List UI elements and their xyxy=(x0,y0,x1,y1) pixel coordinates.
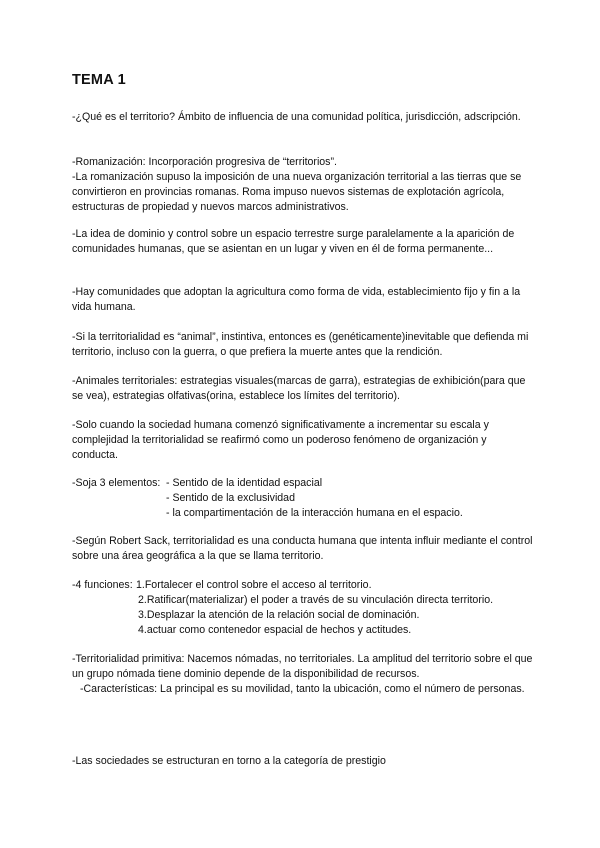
paragraph-territorialidad-animal: -Si la territorialidad es “animal”, instintiva, entonces es (genéticamente)inevitable que defienda mi territorio, incluso con la guerra, o que prefiera la muerte antes que la rendición. xyxy=(72,331,529,358)
funcion-item: 3.Desplazar la atención de la relación social de dominación. xyxy=(138,609,420,621)
paragraph-animales-territoriales: -Animales territoriales: estrategias visuales(marcas de garra), estrategias de exhibición(para que se vea), estrategias olfativas(orina, establece los límites del territorio). xyxy=(72,375,526,402)
paragraph-robert-sack: -Según Robert Sack, territorialidad es una conducta humana que intenta influir mediante el control sobre una área geográfica a la que se llama territorio. xyxy=(72,535,533,562)
paragraph-prestigio: -Las sociedades se estructuran en torno a la categoría de prestigio xyxy=(72,755,386,767)
funcion-item: 2.Ratificar(materializar) el poder a través de su vinculación directa territorio. xyxy=(138,594,494,606)
page-title: TEMA 1 xyxy=(72,72,126,88)
paragraph-caracteristicas: -Características: La principal es su movilidad, tanto la ubicación, como el número de personas. xyxy=(80,683,525,695)
paragraph-dominio: -La idea de dominio y control sobre un espacio terrestre surge paralelamente a la aparición de comunidades humanas, que se asientan en un lugar y viven en él de forma permanente... xyxy=(72,228,515,255)
funcion-item: 4.actuar como contenedor espacial de hechos y actitudes. xyxy=(138,624,412,636)
paragraph-territorio: -¿Qué es el territorio? Ámbito de influencia de una comunidad política, jurisdicción, adscripción. xyxy=(72,111,521,123)
paragraph-romanizacion: -Romanización: Incorporación progresiva de “territorios”. xyxy=(72,156,337,168)
paragraph-romanizacion-detalle: -La romanización supuso la imposición de una nueva organización territorial a las tierras que se convirtieron en provincias romanas. Roma impuso nuevos sistemas de explotación agrícola, estructuras de propiedad y nuevos marcos administrativos. xyxy=(72,171,522,213)
funciones-lead: -4 funciones: xyxy=(72,579,133,591)
paragraph-sociedad-humana: -Solo cuando la sociedad humana comenzó significativamente a incrementar su escala y complejidad la territorialidad se reafirmó como un poderoso fenómeno de organización y conducta. xyxy=(72,419,489,461)
soja-item: - Sentido de la identidad espacial xyxy=(166,477,323,489)
funcion-item: 1.Fortalecer el control sobre el acceso al territorio. xyxy=(136,579,372,591)
soja-item: - la compartimentación de la interacción humana en el espacio. xyxy=(166,507,463,519)
paragraph-agricultura: -Hay comunidades que adoptan la agricultura como forma de vida, establecimiento fijo y fin a la vida humana. xyxy=(72,286,521,313)
paragraph-territorialidad-primitiva: -Territorialidad primitiva: Nacemos nómadas, no territoriales. La amplitud del territorio sobre el que un grupo nómada tiene dominio depende de la disponibilidad de recursos. xyxy=(72,653,533,680)
soja-item: - Sentido de la exclusividad xyxy=(166,492,295,504)
soja-lead: -Soja 3 elementos: xyxy=(72,477,161,489)
